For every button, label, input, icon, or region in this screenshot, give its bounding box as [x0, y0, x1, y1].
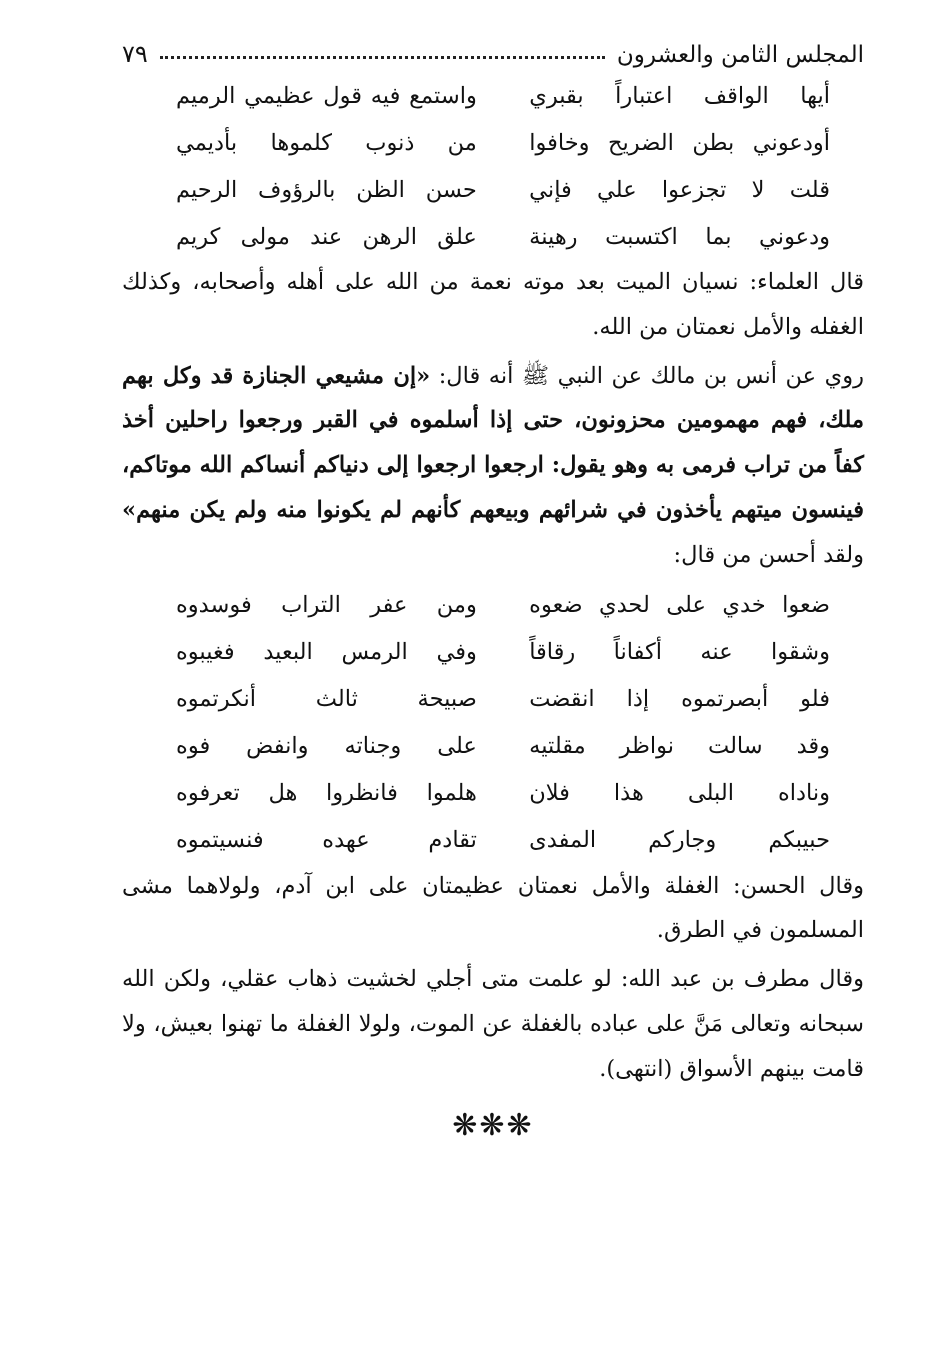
- verse-word: أيها: [800, 82, 830, 109]
- hemistich-right: [529, 827, 830, 853]
- hemistich-left: [176, 733, 477, 759]
- verse-word: البعيد: [263, 639, 313, 666]
- verse-word: واستمع: [409, 82, 477, 109]
- verse-word: بالرؤوف: [258, 176, 336, 203]
- hemistich-right: [529, 130, 830, 156]
- verse-word: رهينة: [529, 223, 578, 250]
- verse-word: لا: [751, 176, 765, 203]
- verse-word: الظن: [356, 176, 405, 203]
- hemistich-right: [529, 177, 830, 203]
- verse-word: ودعوني: [759, 223, 830, 250]
- verse-word: نواظر: [619, 733, 675, 760]
- hadith-intro: روي عن أنس بن مالك عن النبي ﷺ أنه قال:: [430, 362, 864, 389]
- verse: [176, 119, 830, 166]
- hemistich-right: [529, 224, 830, 250]
- verse-word: لحدي: [599, 592, 650, 619]
- hemistich-right: [529, 83, 830, 109]
- verse-word: أبصرتموه: [681, 686, 769, 713]
- verse-word: تعرفوه: [176, 780, 240, 807]
- hemistich-left: [176, 639, 477, 665]
- hemistich-left: [176, 130, 477, 156]
- hemistich-left: [176, 686, 477, 712]
- verse-word: كريم: [176, 223, 221, 250]
- page-number: ٧٩: [122, 40, 148, 68]
- verse-word: ومن: [436, 592, 477, 619]
- verse-word: المفدى: [529, 827, 597, 854]
- verse-word: الرهن: [362, 223, 417, 250]
- verse-word: من: [447, 129, 477, 156]
- verse-word: الرمس: [341, 639, 408, 666]
- verse-word: فإني: [529, 176, 572, 203]
- verse-word: فوسدوه: [176, 592, 252, 619]
- verse-word: على: [437, 733, 477, 760]
- verse-word: بقبري: [529, 82, 584, 109]
- verse-word: فيه: [370, 82, 401, 109]
- hemistich-right: [529, 686, 830, 712]
- verse-word: فلو: [800, 686, 830, 713]
- verse-word: الرميم: [176, 82, 236, 109]
- hemistich-left: [176, 592, 477, 618]
- verse: [176, 166, 830, 213]
- verse-word: حسن: [425, 176, 477, 203]
- verse-word: هلموا: [426, 780, 477, 807]
- verse-word: فلان: [529, 780, 570, 807]
- verse-word: عنه: [700, 639, 733, 666]
- chapter-title: المجلس الثامن والعشرون: [616, 42, 864, 68]
- verse-word: ذنوب: [365, 129, 415, 156]
- verse-word: الضريح: [608, 129, 674, 156]
- verse-word: عفر: [370, 592, 408, 619]
- verse-word: مقلتيه: [529, 733, 586, 760]
- verse-word: اعتباراً: [615, 82, 673, 109]
- hemistich-right: [529, 639, 830, 665]
- verse-word: وناداه: [777, 780, 830, 807]
- verse-word: الواقف: [703, 82, 769, 109]
- verse-word: حبيبكم: [768, 827, 830, 854]
- verse-word: البلى: [687, 780, 734, 807]
- verse: [176, 723, 830, 770]
- paragraph-hadith: [122, 354, 864, 578]
- verse-word: هل: [268, 780, 298, 807]
- verse-word: وفي: [436, 639, 477, 666]
- paragraph-scholars: قال العلماء: نسيان الميت بعد موته نعمة من الله على أهله وأصحابه، وكذلك الغفله والأمل نعمتان من الله.: [122, 269, 864, 340]
- verse-word: تجزعوا: [661, 176, 727, 203]
- verse-word: أودعوني: [752, 129, 830, 156]
- verse-word: بطن: [692, 129, 735, 156]
- verse-word: فنسيتموه: [176, 827, 264, 854]
- verse-word: عهده: [322, 827, 370, 854]
- hemistich-left: [176, 177, 477, 203]
- verse-word: أكفاناً: [613, 639, 662, 666]
- verse-word: قول: [323, 82, 362, 109]
- verse: [176, 213, 830, 260]
- hemistich-right: [529, 780, 830, 806]
- verse-word: عند: [310, 223, 343, 250]
- hemistich-left: [176, 827, 477, 853]
- verse-word: علق: [437, 223, 477, 250]
- verse-word: رقاقاً: [529, 639, 576, 666]
- verse-word: التراب: [281, 592, 341, 619]
- verse-word: وجناته: [344, 733, 402, 760]
- verse: [176, 582, 830, 629]
- verse-word: هذا: [613, 780, 644, 807]
- hemistich-left: [176, 780, 477, 806]
- verse-word: بما: [705, 223, 732, 250]
- verse-word: ضعوه: [529, 592, 583, 619]
- verse-word: انقضت: [529, 686, 595, 713]
- verse-word: بأديمي: [176, 129, 238, 156]
- verse-word: الرحيم: [176, 176, 238, 203]
- header-leader-dots: [160, 55, 605, 59]
- verse-word: أنكرتموه: [176, 686, 257, 713]
- verse-word: وشقوا: [771, 639, 830, 666]
- paragraph-mutarrif: وقال مطرف بن عبد الله: لو علمت متى أجلي لخشيت ذهاب عقلي، ولكن الله سبحانه وتعالى مَنَّ على عباده بالغفلة عن الموت، ولولا الغفلة ما تهنوا بعيش، ولا قامت بينهم الأسواق (انتهى).: [122, 966, 864, 1082]
- verse-word: صبيحة: [417, 686, 477, 713]
- verse-word: كلموها: [270, 129, 332, 156]
- verse-word: سالت: [707, 733, 763, 760]
- verse-word: وخافوا: [529, 129, 590, 156]
- verse-word: قلت: [789, 176, 830, 203]
- verse-word: خدي: [722, 592, 766, 619]
- poem-first: [122, 72, 864, 260]
- verse-word: ضعوا: [782, 592, 830, 619]
- hemistich-right: [529, 592, 830, 618]
- verse-word: وانفض: [246, 733, 309, 760]
- verse-word: على: [666, 592, 706, 619]
- verse-word: إذا: [626, 686, 650, 713]
- verse-word: مولى: [240, 223, 290, 250]
- verse-word: وقد: [796, 733, 830, 760]
- verse-word: وجاركم: [648, 827, 717, 854]
- verse-word: تقادم: [428, 827, 477, 854]
- hemistich-right: [529, 733, 830, 759]
- verse-word: فانظروا: [326, 780, 398, 807]
- verse: [176, 629, 830, 676]
- running-header: [122, 28, 864, 68]
- verse-word: عظيمي: [244, 82, 315, 109]
- poem-second: [122, 582, 864, 864]
- verse: [176, 770, 830, 817]
- book-page: [122, 28, 864, 1143]
- section-end-ornament: ❋❋❋: [452, 1107, 534, 1143]
- verse: [176, 817, 830, 864]
- verse-word: فوه: [176, 733, 211, 760]
- verse-word: فغيبوه: [176, 639, 235, 666]
- verse-word: اكتسبت: [605, 223, 678, 250]
- hadith-quote: «إن مشيعي الجنازة قد وكل بهم ملك، فهم مهمومين محزونون، حتى إذا أسلموه في القبر ورجعوا راحلين أخذ كفاً من تراب فرمى به وهو يقول: ارجعوا ارجعوا إلى دنياكم أنساكم الله موتاكم، فينسون ميتهم يأخذون في شرائهم وبيعهم كأنهم لم يكونوا منه ولم يكن منهم»: [122, 362, 864, 523]
- hemistich-left: [176, 224, 477, 250]
- verse-word: علي: [597, 176, 637, 203]
- verse: [176, 72, 830, 119]
- hemistich-left: [176, 83, 477, 109]
- hadith-outro: ولقد أحسن من قال:: [673, 541, 864, 568]
- verse-word: ثالث: [315, 686, 358, 713]
- verse: [176, 676, 830, 723]
- paragraph-hasan: وقال الحسن: الغفلة والأمل نعمتان عظيمتان على ابن آدم، ولولاهما مشى المسلمون في الطرق.: [122, 872, 864, 944]
